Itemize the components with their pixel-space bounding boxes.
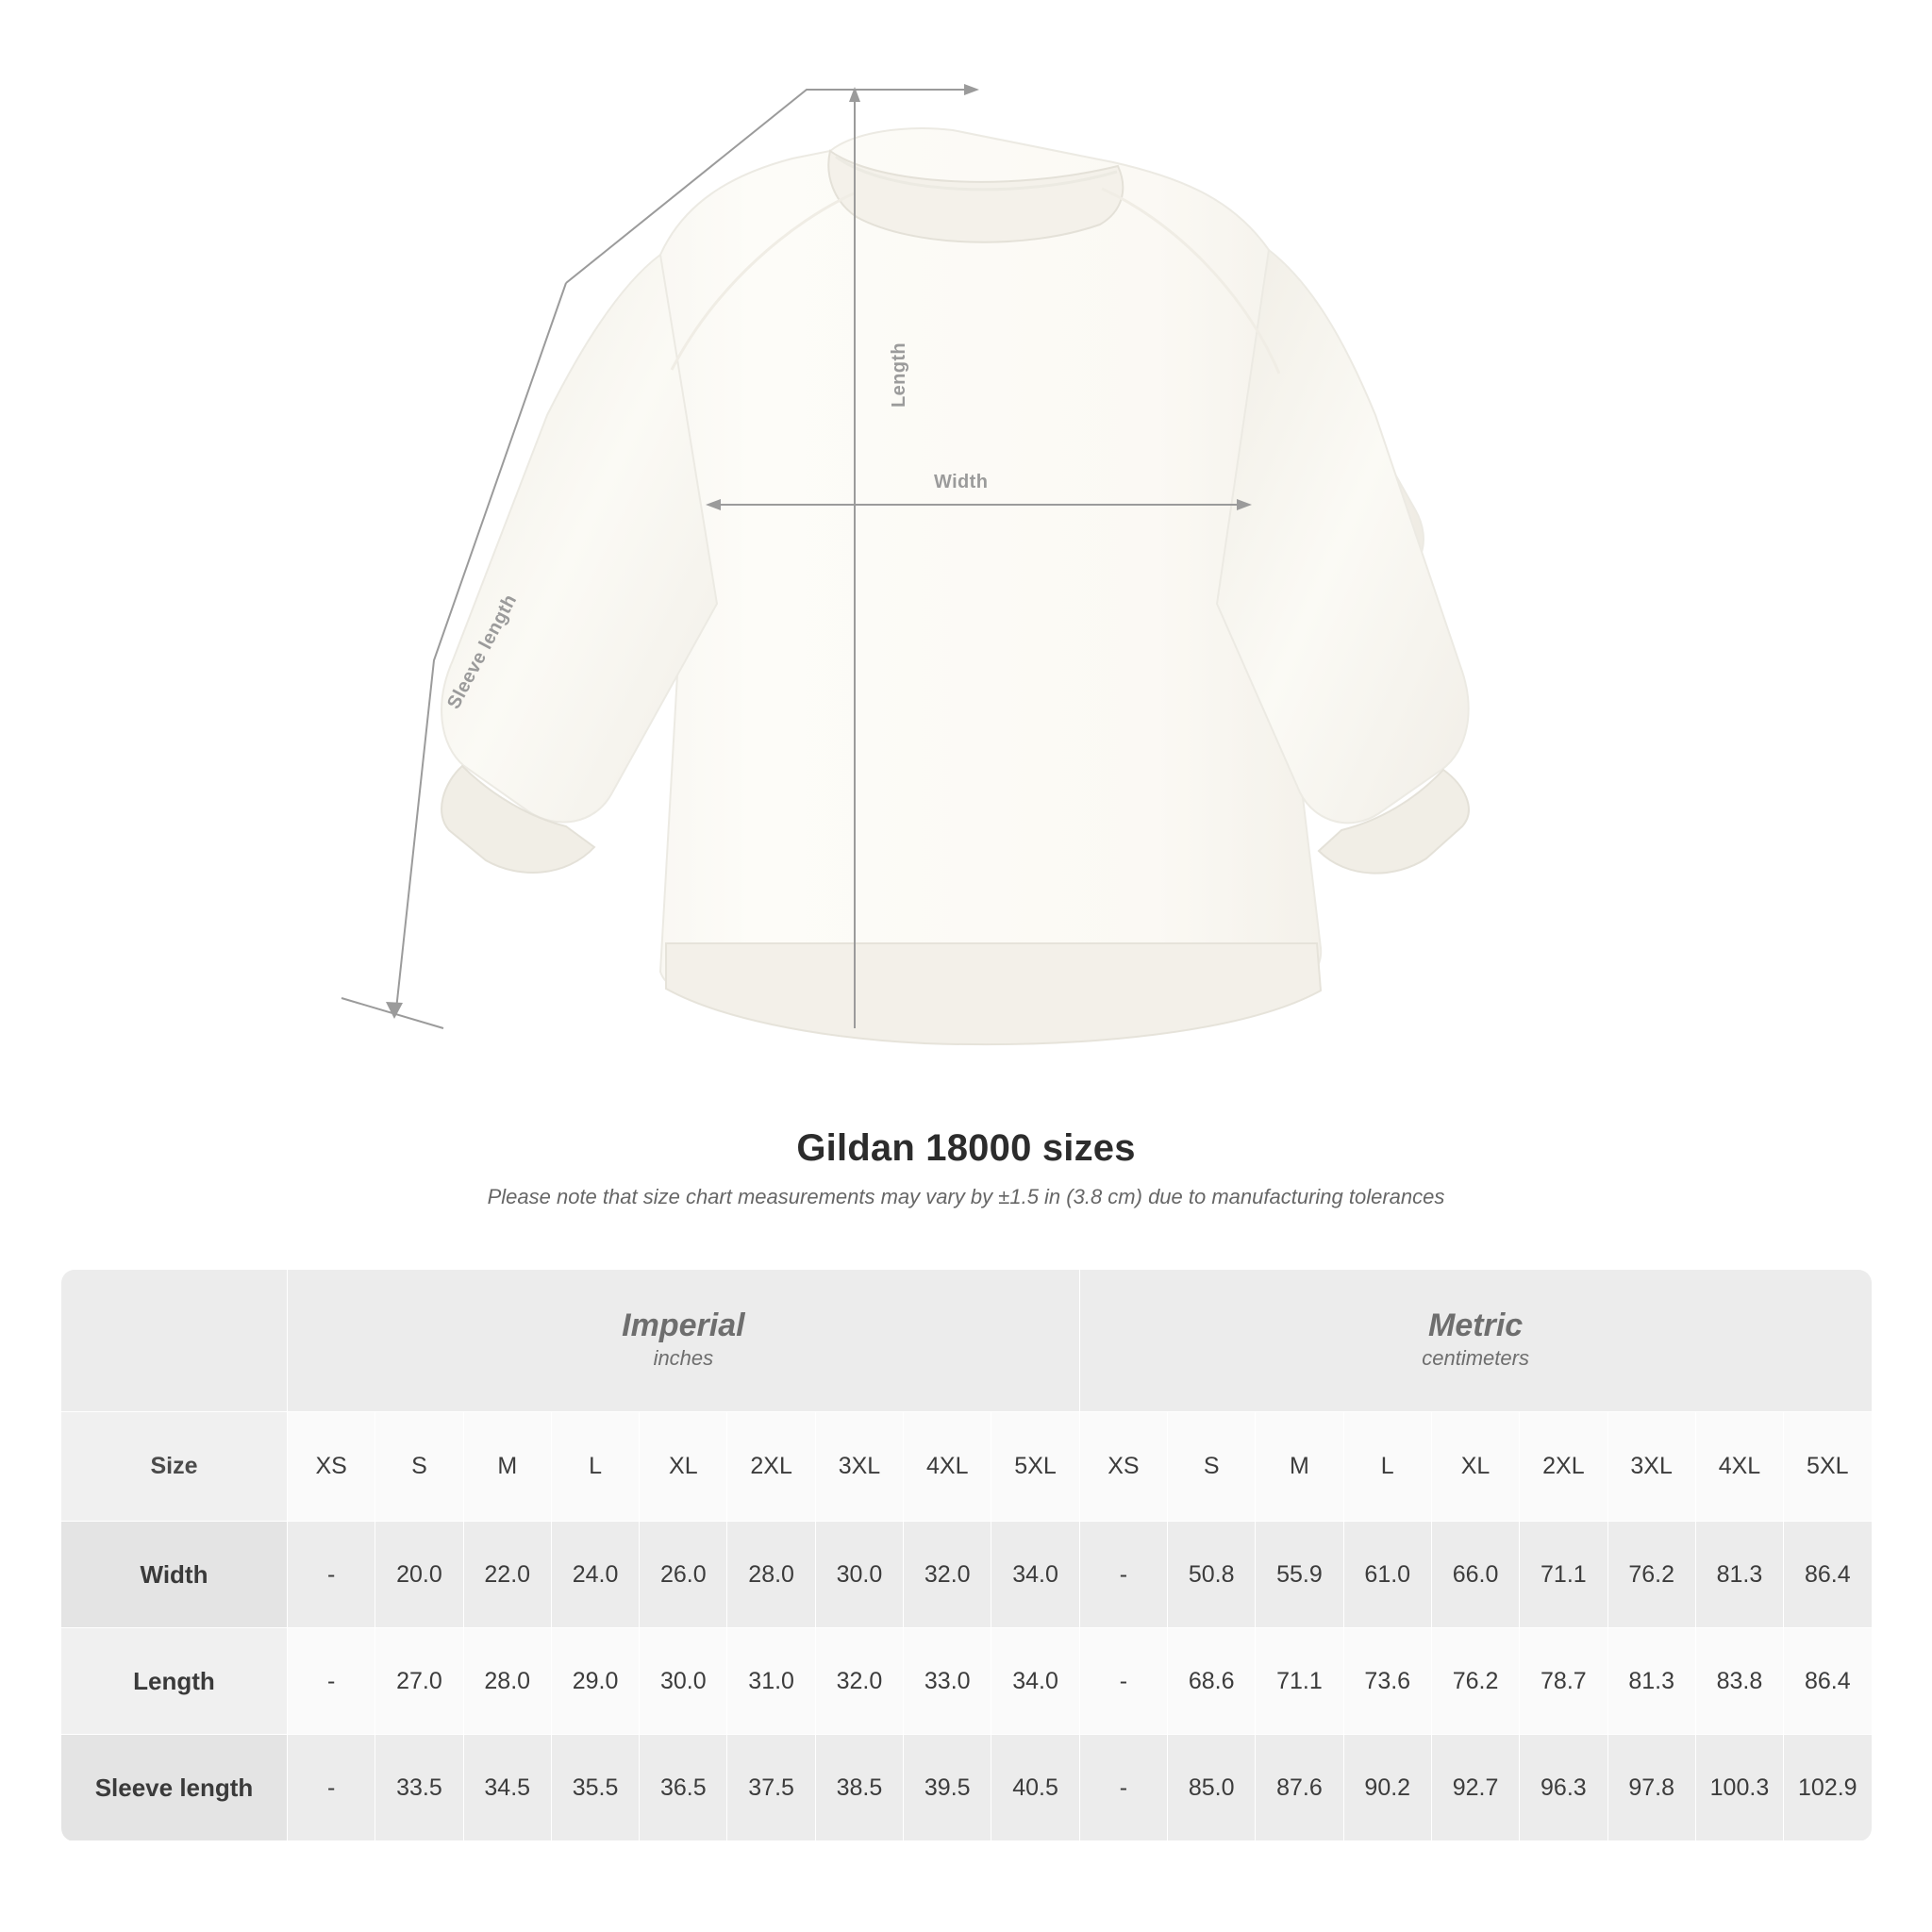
cell-sleeve-imp-3xl: 38.5 [815,1735,903,1841]
sleeve-length-dimension-label: Sleeve length [443,591,522,713]
size-header-imp-xl: XL [640,1412,727,1522]
cell-sleeve-met-4xl: 100.3 [1695,1735,1783,1841]
unit-metric-cell [1079,1270,1872,1412]
cell-sleeve-imp-s: 33.5 [375,1735,463,1841]
cell-sleeve-imp-xs: - [288,1735,375,1841]
cell-sleeve-imp-xl: 36.5 [640,1735,727,1841]
cell-length-met-s: 68.6 [1168,1628,1256,1735]
unit-metric-sub: centimeters [1422,1346,1529,1371]
cell-sleeve-met-xs: - [1079,1735,1167,1841]
table-unit-header-row [61,1270,1873,1412]
title-block [0,1127,1932,1209]
size-header-met-4xl: 4XL [1695,1412,1783,1522]
page-title: Gildan 18000 sizes [796,1127,1136,1169]
cell-width-imp-xl: 26.0 [640,1522,727,1628]
cell-length-imp-s: 27.0 [375,1628,463,1735]
cell-sleeve-imp-m: 34.5 [463,1735,551,1841]
cell-sleeve-met-s: 85.0 [1168,1735,1256,1841]
size-header-met-5xl: 5XL [1784,1412,1872,1522]
cell-length-met-5xl: 86.4 [1784,1628,1872,1735]
size-header-imp-l: L [551,1412,639,1522]
size-header-met-xs: XS [1079,1412,1167,1522]
size-header-met-s: S [1168,1412,1256,1522]
cell-width-met-5xl: 86.4 [1784,1522,1872,1628]
cell-length-met-xs: - [1079,1628,1167,1735]
table-row [61,1522,1873,1628]
width-dimension-label: Width [934,472,989,492]
cell-width-imp-2xl: 28.0 [727,1522,815,1628]
cell-width-imp-5xl: 34.0 [991,1522,1079,1628]
length-dimension-label: Length [889,341,909,408]
cell-length-imp-xl: 30.0 [640,1628,727,1735]
size-table-container [60,1269,1872,1841]
cell-width-met-m: 55.9 [1256,1522,1343,1628]
cell-sleeve-met-5xl: 102.9 [1784,1735,1872,1841]
size-header-met-2xl: 2XL [1520,1412,1607,1522]
cell-width-imp-m: 22.0 [463,1522,551,1628]
cell-length-met-3xl: 81.3 [1607,1628,1695,1735]
size-header-met-m: M [1256,1412,1343,1522]
cell-sleeve-met-xl: 92.7 [1431,1735,1519,1841]
cell-length-imp-4xl: 33.0 [904,1628,991,1735]
cell-width-met-xl: 66.0 [1431,1522,1519,1628]
size-header-imp-s: S [375,1412,463,1522]
cell-length-imp-3xl: 32.0 [815,1628,903,1735]
cell-width-met-3xl: 76.2 [1607,1522,1695,1628]
size-header-met-l: L [1343,1412,1431,1522]
cell-length-imp-l: 29.0 [551,1628,639,1735]
size-header-met-3xl: 3XL [1607,1412,1695,1522]
row-label-width: Width [61,1522,288,1628]
cell-sleeve-imp-4xl: 39.5 [904,1735,991,1841]
size-header-imp-m: M [463,1412,551,1522]
table-row [61,1628,1873,1735]
unit-corner-cell [61,1270,288,1412]
cell-sleeve-imp-5xl: 40.5 [991,1735,1079,1841]
row-label-length: Length [61,1628,288,1735]
cell-width-imp-3xl: 30.0 [815,1522,903,1628]
cell-sleeve-met-l: 90.2 [1343,1735,1431,1841]
cell-length-met-4xl: 83.8 [1695,1628,1783,1735]
cell-width-met-s: 50.8 [1168,1522,1256,1628]
unit-imperial-cell [288,1270,1080,1412]
cell-width-met-l: 61.0 [1343,1522,1431,1628]
cell-width-imp-xs: - [288,1522,375,1628]
size-label-cell: Size [61,1412,288,1522]
unit-imperial-name: Imperial [622,1307,745,1344]
cell-width-met-xs: - [1079,1522,1167,1628]
cell-length-imp-m: 28.0 [463,1628,551,1735]
cell-sleeve-met-m: 87.6 [1256,1735,1343,1841]
unit-imperial-sub: inches [653,1346,714,1371]
cell-sleeve-imp-2xl: 37.5 [727,1735,815,1841]
size-header-imp-3xl: 3XL [815,1412,903,1522]
cell-length-met-xl: 76.2 [1431,1628,1519,1735]
cell-length-met-2xl: 78.7 [1520,1628,1607,1735]
size-header-imp-5xl: 5XL [991,1412,1079,1522]
cell-width-imp-4xl: 32.0 [904,1522,991,1628]
cell-sleeve-met-2xl: 96.3 [1520,1735,1607,1841]
size-table [60,1269,1873,1841]
unit-metric-name: Metric [1428,1307,1524,1344]
size-header-imp-2xl: 2XL [727,1412,815,1522]
table-row [61,1735,1873,1841]
cell-sleeve-met-3xl: 97.8 [1607,1735,1695,1841]
cell-width-imp-s: 20.0 [375,1522,463,1628]
cell-sleeve-imp-l: 35.5 [551,1735,639,1841]
row-label-sleeve-length: Sleeve length [61,1735,288,1841]
cell-length-imp-2xl: 31.0 [727,1628,815,1735]
cell-width-met-2xl: 71.1 [1520,1522,1607,1628]
table-size-header-row [61,1412,1873,1522]
cell-width-met-4xl: 81.3 [1695,1522,1783,1628]
cell-length-imp-5xl: 34.0 [991,1628,1079,1735]
cell-length-met-l: 73.6 [1343,1628,1431,1735]
tolerance-note: Please note that size chart measurements may vary by ±1.5 in (3.8 cm) due to manufacturing tolerances [487,1185,1445,1208]
cell-length-met-m: 71.1 [1256,1628,1343,1735]
size-header-imp-4xl: 4XL [904,1412,991,1522]
cell-width-imp-l: 24.0 [551,1522,639,1628]
size-header-imp-xs: XS [288,1412,375,1522]
cell-length-imp-xs: - [288,1628,375,1735]
size-header-met-xl: XL [1431,1412,1519,1522]
